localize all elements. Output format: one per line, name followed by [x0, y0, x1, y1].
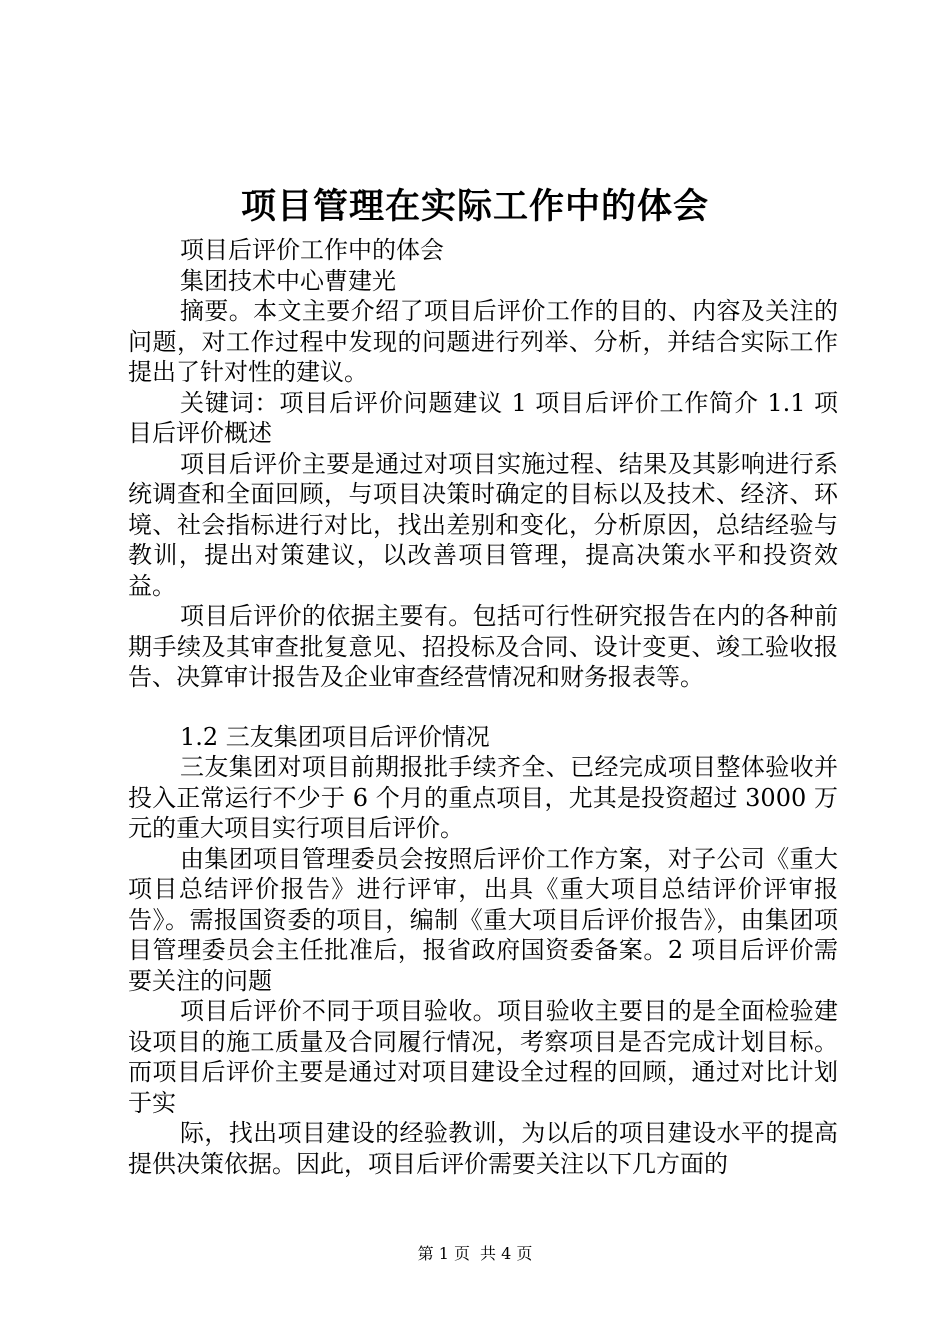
body-paragraph: 项目后评价的依据主要有。包括可行性研究报告在内的各种前期手续及其审查批复意见、招投标及合同、设计变更、竣工验收报告、决算审计报告及企业审查经营情况和财务报表等。 [128, 602, 838, 691]
page-footer [0, 1243, 950, 1265]
body-paragraph: 际，找出项目建设的经验教训，为以后的项目建设水平的提高提供决策依据。因此，项目后评价需要关注以下几方面的 [128, 1119, 838, 1178]
abstract-paragraph: 摘要。本文主要介绍了项目后评价工作的目的、内容及关注的问题，对工作过程中发现的问题进行列举、分析，并结合实际工作提出了针对性的建议。 [128, 297, 838, 386]
page-total: 共 4 页 [480, 1244, 533, 1263]
body-paragraph: 三友集团对项目前期报批手续齐全、已经完成项目整体验收并投入正常运行不少于 6 个月的重点项目，尤其是投资超过 3000 万元的重大项目实行项目后评价。 [128, 753, 838, 842]
section-heading: 1.2 三友集团项目后评价情况 [180, 722, 490, 751]
document-title: 项目管理在实际工作中的体会 [240, 187, 709, 227]
keywords-paragraph: 关键词：项目后评价问题建议 1 项目后评价工作简介 1.1 项目后评价概述 [128, 388, 838, 447]
body-paragraph: 项目后评价不同于项目验收。项目验收主要目的是全面检验建设项目的施工质量及合同履行情况，考察项目是否完成计划目标。而项目后评价主要是通过对项目建设全过程的回顾，通过对比计划于实 [128, 997, 838, 1117]
page-number: 第 1 页 [417, 1244, 470, 1263]
document-body [128, 235, 838, 1179]
body-paragraph: 由集团项目管理委员会按照后评价工作方案，对子公司《重大项目总结评价报告》进行评审，出具《重大项目总结评价评审报告》。需报国资委的项目，编制《重大项目后评价报告》，由集团项目管理委员会主任批准后，报省政府国资委备案。2 项目后评价需要关注的问题 [128, 844, 838, 995]
subtitle-paragraph: 项目后评价工作中的体会 [180, 236, 444, 264]
body-paragraph: 项目后评价主要是通过对项目实施过程、结果及其影响进行系统调查和全面回顾，与项目决策时确定的目标以及技术、经济、环境、社会指标进行对比，找出差别和变化，分析原因，总结经验与教训，提出对策建议，以改善项目管理，提高决策水平和投资效益。 [128, 449, 838, 600]
author-paragraph: 集团技术中心曹建光 [180, 266, 396, 295]
